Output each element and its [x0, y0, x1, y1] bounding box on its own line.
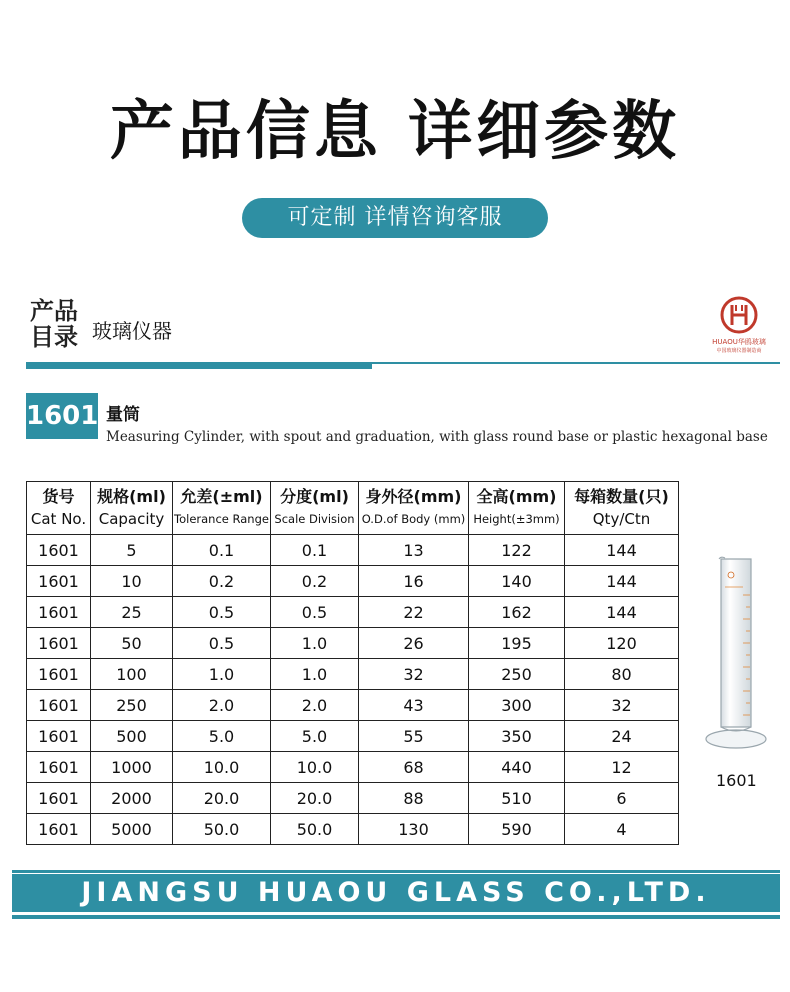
- table-cell: 195: [469, 628, 565, 659]
- col-header-height: [469, 482, 565, 535]
- table-cell: 1601: [27, 752, 91, 783]
- table-cell: 1601: [27, 566, 91, 597]
- section-divider-accent: [26, 364, 372, 369]
- table-cell: 0.5: [173, 628, 271, 659]
- col-header-en: Capacity: [98, 510, 165, 528]
- col-header-cn: 货号: [42, 487, 75, 506]
- table-cell: 590: [469, 814, 565, 845]
- table-cell: 144: [565, 535, 679, 566]
- table-cell: 162: [469, 597, 565, 628]
- product-description-en: Measuring Cylinder, with spout and graduation, with glass round base or plastic hexagonal base: [106, 429, 768, 445]
- table-cell: 80: [565, 659, 679, 690]
- table-cell: 1601: [27, 535, 91, 566]
- table-cell: 1.0: [271, 659, 359, 690]
- table-cell: 440: [469, 752, 565, 783]
- table-cell: 25: [91, 597, 173, 628]
- table-row: [27, 659, 679, 690]
- table-cell: 0.2: [271, 566, 359, 597]
- col-header-qty-ctn: [565, 482, 679, 535]
- table-cell: 6: [565, 783, 679, 814]
- table-row: [27, 752, 679, 783]
- table-cell: 4: [565, 814, 679, 845]
- table-row: [27, 783, 679, 814]
- table-cell: 50: [91, 628, 173, 659]
- table-row: [27, 814, 679, 845]
- table-cell: 1601: [27, 659, 91, 690]
- col-header-cat-no: [27, 482, 91, 535]
- table-cell: 1601: [27, 628, 91, 659]
- table-cell: 24: [565, 721, 679, 752]
- table-cell: 140: [469, 566, 565, 597]
- table-cell: 50.0: [173, 814, 271, 845]
- table-cell: 10: [91, 566, 173, 597]
- catalog-stamp-line2: 目录: [30, 323, 78, 351]
- table-cell: 13: [359, 535, 469, 566]
- table-cell: 16: [359, 566, 469, 597]
- page-title: 产品信息 详细参数: [109, 95, 681, 169]
- col-header-capacity: [91, 482, 173, 535]
- table-cell: 0.5: [271, 597, 359, 628]
- table-row: [27, 566, 679, 597]
- table-cell: 1601: [27, 597, 91, 628]
- col-header-tolerance: [173, 482, 271, 535]
- table-cell: 20.0: [173, 783, 271, 814]
- col-header-cn: 每箱数量(只): [574, 487, 669, 506]
- table-cell: 500: [91, 721, 173, 752]
- footer-rule-bottom: [12, 915, 780, 919]
- table-row: [27, 721, 679, 752]
- table-cell: 1601: [27, 690, 91, 721]
- logo-text: HUAOU华鸥玻璃: [712, 338, 766, 346]
- table-cell: 10.0: [271, 752, 359, 783]
- logo-subtext: 中国玻璃仪器制造商: [716, 348, 762, 354]
- table-cell: 43: [359, 690, 469, 721]
- col-header-en: Height(±3mm): [473, 512, 560, 526]
- table-row: [27, 690, 679, 721]
- product-name-cn: 量筒: [106, 405, 140, 425]
- col-header-cn: 全高(mm): [476, 487, 557, 506]
- table-cell: 32: [565, 690, 679, 721]
- catalog-stamp: [30, 298, 92, 350]
- catalog-stamp-line1: 产品: [30, 297, 78, 325]
- col-header-en: Qty/Ctn: [592, 510, 651, 528]
- table-cell: 0.5: [173, 597, 271, 628]
- table-cell: 0.1: [173, 535, 271, 566]
- col-header-en: Tolerance Range: [174, 512, 269, 526]
- table-cell: 5: [91, 535, 173, 566]
- table-cell: 2.0: [173, 690, 271, 721]
- table-cell: 0.1: [271, 535, 359, 566]
- table-cell: 2000: [91, 783, 173, 814]
- col-header-scale-division: [271, 482, 359, 535]
- table-cell: 2.0: [271, 690, 359, 721]
- col-header-cn: 身外径(mm): [365, 487, 462, 506]
- table-cell: 510: [469, 783, 565, 814]
- table-row: [27, 628, 679, 659]
- catalog-category: 玻璃仪器: [92, 319, 172, 343]
- product-code-badge: 1601: [26, 393, 98, 439]
- table-cell: 1.0: [173, 659, 271, 690]
- col-header-body-od: [359, 482, 469, 535]
- table-cell: 5000: [91, 814, 173, 845]
- table-cell: 0.2: [173, 566, 271, 597]
- table-cell: 12: [565, 752, 679, 783]
- table-cell: 250: [91, 690, 173, 721]
- table-cell: 100: [91, 659, 173, 690]
- table-cell: 26: [359, 628, 469, 659]
- table-cell: 55: [359, 721, 469, 752]
- table-cell: 1.0: [271, 628, 359, 659]
- table-cell: 1601: [27, 814, 91, 845]
- company-name-banner: JIANGSU HUAOU GLASS CO.,LTD.: [12, 874, 780, 912]
- table-row: [27, 597, 679, 628]
- table-header-row: [27, 482, 679, 535]
- huaou-logo-icon: [719, 295, 759, 335]
- table-cell: 5.0: [271, 721, 359, 752]
- col-header-cn: 允差(±ml): [180, 487, 263, 506]
- table-row: [27, 535, 679, 566]
- table-cell: 22: [359, 597, 469, 628]
- col-header-en: Cat No.: [30, 510, 87, 528]
- table-cell: 20.0: [271, 783, 359, 814]
- table-cell: 32: [359, 659, 469, 690]
- col-header-cn: 规格(ml): [97, 487, 166, 506]
- table-cell: 50.0: [271, 814, 359, 845]
- footer-rule-top: [12, 870, 780, 873]
- col-header-en: O.D.of Body (mm): [361, 512, 466, 526]
- table-cell: 1601: [27, 721, 91, 752]
- table-cell: 350: [469, 721, 565, 752]
- col-header-en: Scale Division: [274, 512, 355, 526]
- table-cell: 68: [359, 752, 469, 783]
- table-cell: 144: [565, 597, 679, 628]
- table-cell: 144: [565, 566, 679, 597]
- image-caption: 1601: [716, 771, 757, 790]
- table-cell: 10.0: [173, 752, 271, 783]
- table-cell: 130: [359, 814, 469, 845]
- spec-table: [26, 481, 679, 845]
- table-cell: 120: [565, 628, 679, 659]
- measuring-cylinder-image: [703, 555, 773, 765]
- table-cell: 1601: [27, 783, 91, 814]
- brand-logo: [700, 295, 778, 354]
- table-cell: 300: [469, 690, 565, 721]
- table-cell: 250: [469, 659, 565, 690]
- col-header-cn: 分度(ml): [280, 487, 349, 506]
- table-cell: 1000: [91, 752, 173, 783]
- table-cell: 5.0: [173, 721, 271, 752]
- table-cell: 122: [469, 535, 565, 566]
- table-cell: 88: [359, 783, 469, 814]
- customize-contact-button[interactable]: 可定制 详情咨询客服: [242, 198, 548, 238]
